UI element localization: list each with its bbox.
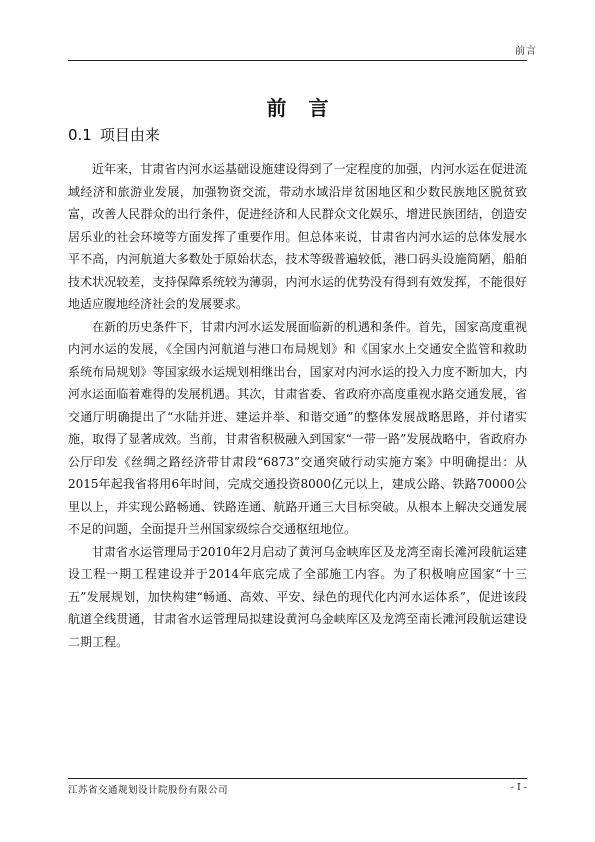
section-title: 项目由来 [99,126,160,144]
paragraph: 在新的历史条件下，甘肃内河水运发展面临新的机遇和条件。首先，国家高度重视内河水运的发展，《全国内河航道与港口布局规划》和《国家水上交通安全监管和救助系统布局规划》等国家级水运规划相继出台，国家对内河水运的投入力度不断加大，内河水运面临着难得的发展机遇。其次，甘肃省委、省政府亦高度重视水路交通发展，省交通厅明确提出了“水陆并进、建运并举、和谐交通”的整体发展战略思路，并付诸实施，取得了显著成效。当前，甘肃省积极融入到国家“一带一路”发展战略中，省政府办公厅印发《丝绸之路经济带甘肃段“6873”交通突破行动实施方案》中明确提出：从2015年起我省将用6年时间，完成交通投资8000亿元以上，建成公路、铁路70000公里以上，并实现公路畅通、铁路连通、航路开通三大目标突破。从根本上解决交通发展不足的问题，全面提升兰州国家级综合交通枢纽地位。 [68,319,527,536]
running-header: 前言 [515,46,537,57]
footer-company: 江苏省交通规划设计院股份有限公司 [68,785,229,796]
header-divider [68,60,527,61]
section-number: 0.1 [68,126,92,144]
paragraph: 近年来，甘肃省内河水运基础设施建设得到了一定程度的加强，内河水运在促进流域经济和旅游业发展，加强物资交流，带动水域沿岸贫困地区和少数民族地区脱贫致富，改善人民群众的出行条件，促进经济和人民群众文化娱乐，增进民族团结，创造安居乐业的社会环境等方面发挥了重要作用。但总体来说，甘肃省内河水运的总体发展水平不高，内河航道大多数处于原始状态，技术等级普遍较低，港口码头设施简陋，船舶技术状况较差，支持保障系统较为薄弱，内河水运的优势没有得到有效发挥，不能很好地适应腹地经济社会的发展要求。 [68,162,527,311]
page-title: 前言 [266,96,351,120]
body-text [68,158,527,653]
page-number: - I - [510,782,527,793]
footer-divider [68,778,527,779]
paragraph: 甘肃省水运管理局于2010年2月启动了黄河乌金峡库区及龙湾至南长滩河段航运建设工程一期工程建设并于2014年底完成了全部施工内容。为了积极响应国家“十三五”发展规划，加快构建“畅通、高效、平安、绿色的现代化内河水运体系”，促进该段航道全线贯通，甘肃省水运管理局拟建设黄河乌金峡库区及龙湾至南长滩河段航运建设二期工程。 [68,544,527,649]
section-heading [68,124,160,145]
